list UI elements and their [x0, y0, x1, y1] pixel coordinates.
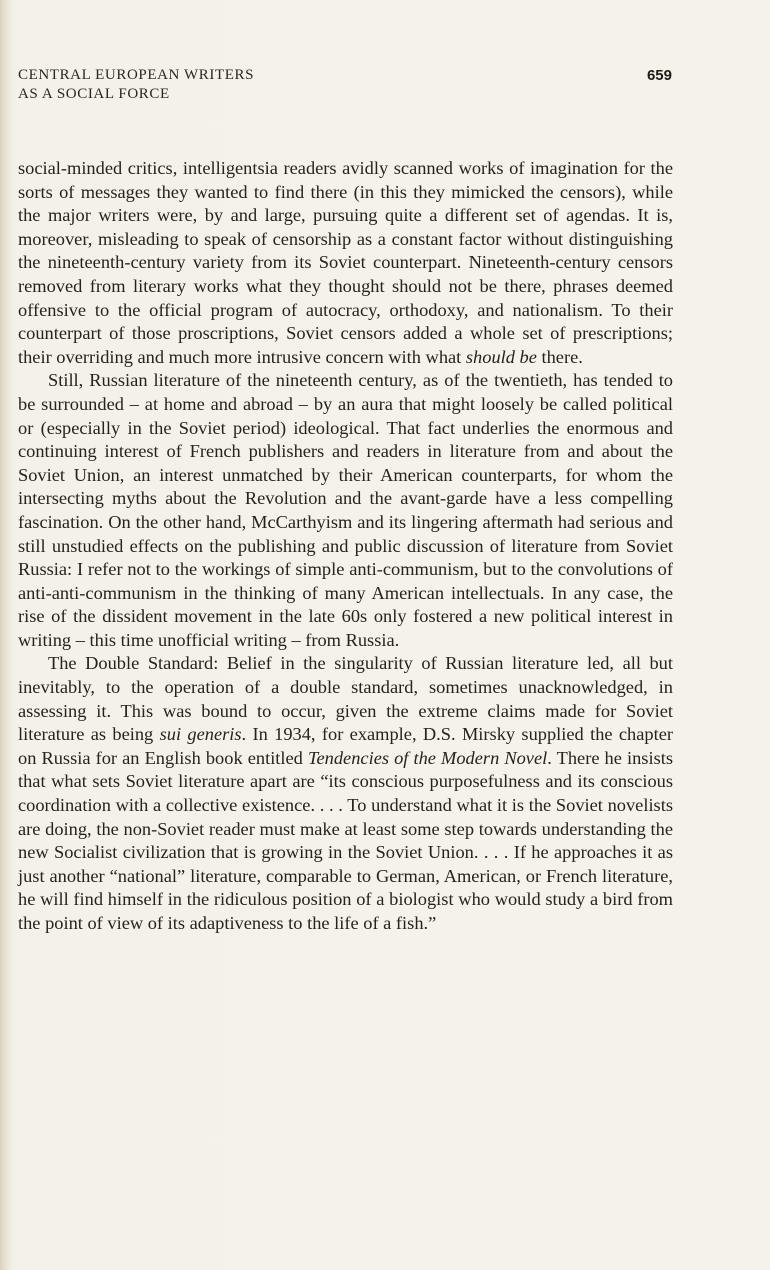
- paragraph-3-italic-a: sui generis: [159, 724, 242, 745]
- paragraph-3-text-a: Belief in the singularity of Russian literature led, all but inevitably, to the operation of a double standard, sometimes unacknowledged, in assessing it. This was bound to occur, given the extreme claims made for Soviet literature as being: [18, 653, 673, 745]
- page-number: 659: [646, 67, 672, 84]
- running-title-line-1: CENTRAL EUROPEAN WRITERS: [18, 67, 255, 83]
- paragraph-3-text-c: . There he insists that what sets Soviet literature apart are “its conscious purposefulness and its conscious coordination with a collective existence. . . . To understand what it is the Soviet novelists are doing, the non-Soviet reader must make at least some step towards understanding the new Socialist civilization that is growing in the Soviet Union. . . . If he approaches it as just another “national” literature, comparable to German, American, or French literature, he will find himself in the ridiculous position of a biologist who would study a bird from the point of view of its adaptiveness to the life of a fish.”: [18, 747, 673, 933]
- paragraph-1-text-b: there.: [536, 346, 583, 367]
- paragraph-1-italic-a: should be: [465, 346, 537, 367]
- paragraph-3-italic-b: Tendencies of the Modern Novel: [307, 747, 548, 768]
- paragraph-3-run-in-heading: The Double Standard:: [48, 653, 219, 674]
- paragraph-3: [18, 652, 673, 935]
- paragraph-3-text-b: . In 1934, for example, D.S. Mirsky supplied the chapter on Russia for an English book entitled: [18, 724, 674, 768]
- running-head: [18, 66, 254, 104]
- paragraph-2: [18, 369, 673, 652]
- running-title-line-2: AS A SOCIAL FORCE: [18, 86, 170, 102]
- body-text: [18, 157, 673, 936]
- paragraph-2-text: Still, Russian literature of the nineteenth century, as of the twentieth, has tended to be surrounded – at home and abroad – by an aura that might loosely be called political or (especially in the Soviet period) ideological. That fact underlies the enormous and continuing interest of French publishers and readers in literature from and about the Soviet Union, an interest unmatched by their American counterparts, for whom the intersecting myths about the Revolution and the avant-garde have a less compelling fascination. On the other hand, McCarthyism and its lingering aftermath had serious and still unstudied effects on the publishing and public discussion of literature from Soviet Russia: I refer not to the workings of simple anti-communism, but to the convolutions of anti-anti-communism in the thinking of many American intellectuals. In any case, the rise of the dissident movement in the late 60s only fostered a new political interest in writing – this time unofficial writing – from Russia.: [18, 370, 673, 650]
- paragraph-1: [18, 157, 673, 369]
- paragraph-1-text-a: social-minded critics, intelligentsia readers avidly scanned works of imagination for the sorts of messages they wanted to find there (in this they mimicked the censors), while the major writers were, by and large, pursuing quite a different set of agendas. It is, moreover, misleading to speak of censorship as a constant factor without distinguishing the nineteenth-century variety from its Soviet counterpart. Nineteenth-century censors removed from literary works what they thought should not be there, phrases deemed offensive to the official program of autocracy, orthodoxy, and nationalism. To their counterpart of those proscriptions, Soviet censors added a whole set of prescriptions; their overriding and much more intrusive concern with what: [18, 158, 673, 367]
